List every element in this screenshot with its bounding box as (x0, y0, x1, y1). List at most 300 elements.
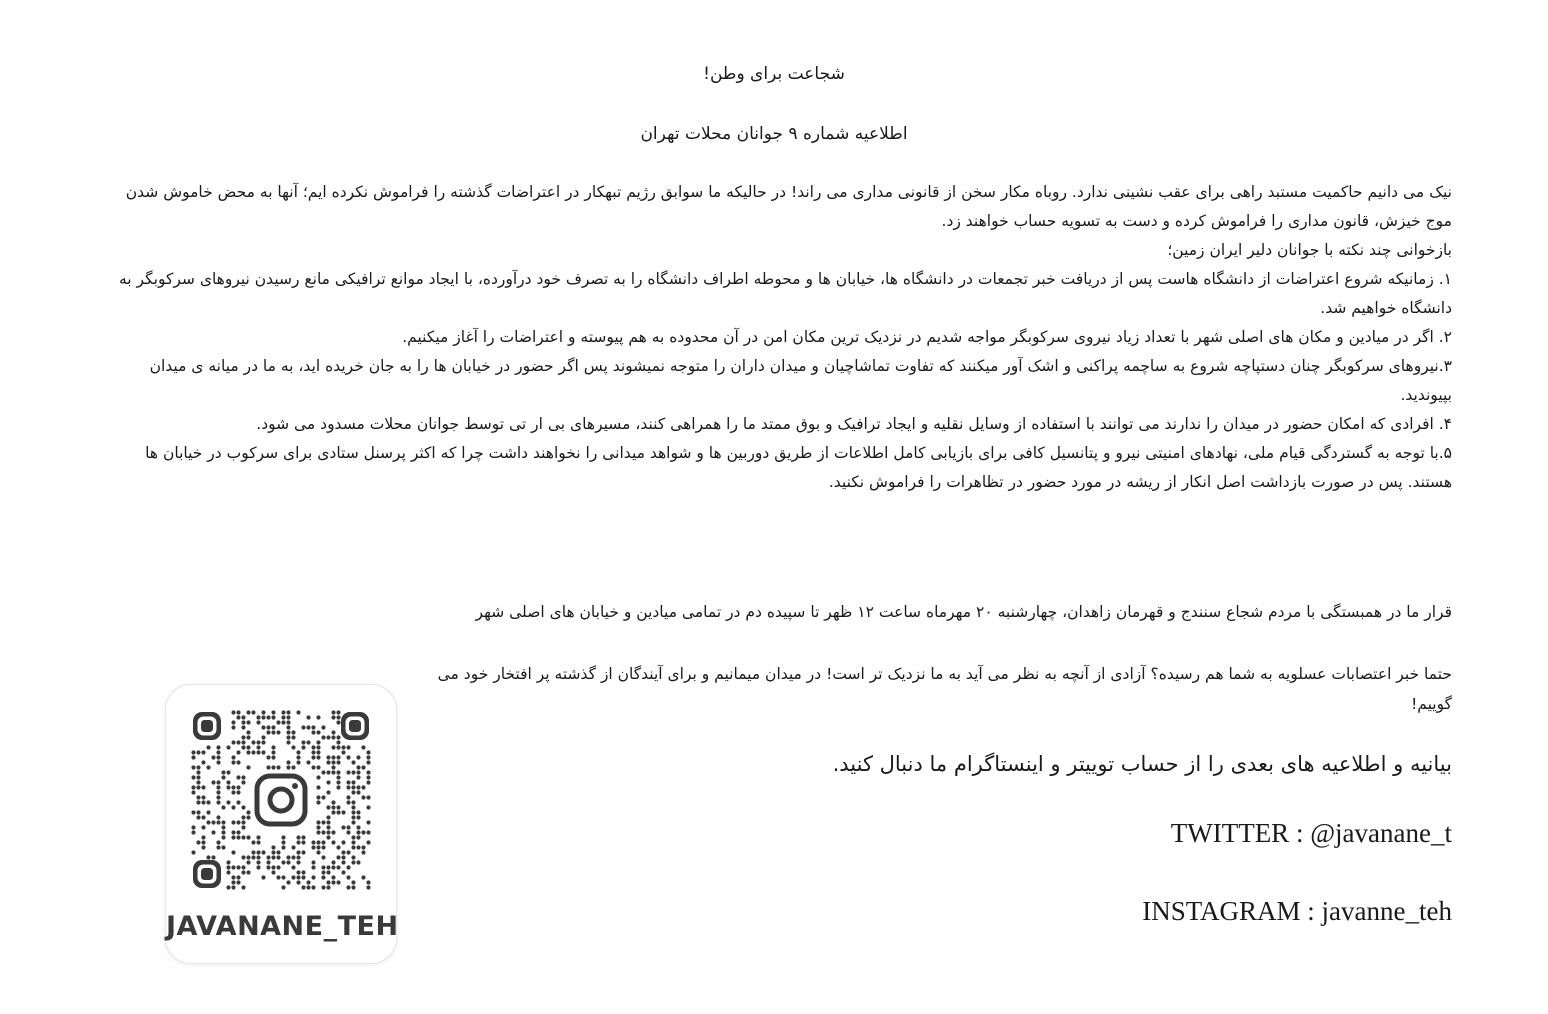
qr-module (336, 810, 340, 814)
qr-module (356, 835, 360, 839)
asaluyeh-paragraph: حتما خبر اعتصابات عسلویه به شما هم رسیده؟ آزادی از آنچه به نظر می آید به ما نزدیک تر است! در میدان میمانیم و برای آیندگان از گذشته پر افتخار خود می گوییم! (437, 665, 1452, 713)
qr-module (306, 760, 310, 764)
qr-module (326, 825, 330, 829)
qr-module (246, 870, 250, 874)
qr-module (211, 755, 215, 759)
qr-module (231, 785, 235, 789)
qr-module (256, 720, 260, 724)
qr-module (346, 885, 350, 889)
qr-module (301, 885, 305, 889)
qr-module (331, 840, 335, 844)
qr-module (361, 830, 365, 834)
qr-module (251, 750, 255, 754)
qr-module (336, 740, 340, 744)
qr-module (276, 875, 280, 879)
qr-module (291, 875, 295, 879)
qr-module (221, 805, 225, 809)
qr-module (331, 875, 335, 879)
qr-module (216, 785, 220, 789)
qr-module (306, 725, 310, 729)
qr-module (351, 885, 355, 889)
qr-module (196, 815, 200, 819)
qr-module (361, 795, 365, 799)
qr-module (346, 825, 350, 829)
qr-module (366, 770, 370, 774)
point-1: ۱. زمانیکه شروع اعتراضات از دانشگاه هاست پس از دریافت خبر تجمعات در دانشگاه ها، خیابان ها و محوطه اطراف دانشگاه را به تصرف خود درآورده، با ایجاد موانع ترافیکی مانع رسیدن نیروهای سرکوبگر به دانشگاه خواهیم شد. (118, 270, 1452, 317)
qr-module (286, 765, 290, 769)
qr-module (351, 800, 355, 804)
qr-module (216, 780, 220, 784)
qr-module (316, 750, 320, 754)
qr-module (231, 835, 235, 839)
qr-module (316, 845, 320, 849)
qr-module (281, 710, 285, 714)
qr-module (331, 745, 335, 749)
qr-module (236, 800, 240, 804)
qr-module (251, 740, 255, 744)
qr-module (291, 855, 295, 859)
qr-module (296, 860, 300, 864)
qr-module (366, 805, 370, 809)
qr-module (326, 870, 330, 874)
qr-module (331, 770, 335, 774)
qr-module (246, 720, 250, 724)
qr-module (231, 755, 235, 759)
qr-module (266, 715, 270, 719)
qr-module (231, 790, 235, 794)
qr-module (241, 820, 245, 824)
qr-module (286, 760, 290, 764)
qr-module (296, 850, 300, 854)
qr-module (326, 770, 330, 774)
qr-module (256, 865, 260, 869)
point-3: ۳.نیروهای سرکوبگر چنان دستپاچه شروع به ساچمه پراکنی و اشک آور میکنند که تفاوت تماشاچیان و میدان داران را متوجه نمیشوند پس اگر حضور در خیابان ها را به جان خریده اید، به ما در میانه ی میدان بپیوندید. (149, 357, 1452, 404)
qr-module (241, 870, 245, 874)
qr-module (321, 735, 325, 739)
qr-module (261, 750, 265, 754)
qr-module (236, 740, 240, 744)
qr-module (221, 835, 225, 839)
qr-module (366, 775, 370, 779)
qr-module (236, 880, 240, 884)
qr-module (296, 855, 300, 859)
qr-module (256, 850, 260, 854)
qr-module (361, 785, 365, 789)
qr-module (316, 715, 320, 719)
qr-module (231, 865, 235, 869)
qr-module (316, 730, 320, 734)
qr-module (246, 810, 250, 814)
twitter-handle: TWITTER : @javanane_t (1170, 818, 1452, 848)
qr-module (281, 860, 285, 864)
qr-module (201, 835, 205, 839)
qr-module (316, 830, 320, 834)
qr-module (241, 855, 245, 859)
qr-module (341, 870, 345, 874)
follow-instruction: بیانیه و اطلاعیه های بعدی را از حساب توییتر و اینستاگرام ما دنبال کنید. (832, 752, 1452, 776)
qr-module (261, 740, 265, 744)
qr-module (191, 830, 195, 834)
qr-module (226, 770, 230, 774)
qr-module (316, 775, 320, 779)
qr-module (296, 755, 300, 759)
qr-module (226, 870, 230, 874)
qr-module (346, 785, 350, 789)
instagram-qr-card[interactable] (165, 684, 397, 964)
qr-module (336, 805, 340, 809)
qr-module (356, 755, 360, 759)
qr-module (201, 760, 205, 764)
qr-module (216, 790, 220, 794)
qr-module (311, 765, 315, 769)
qr-module (231, 725, 235, 729)
point-2: ۲. اگر در میادین و مکان های اصلی شهر با تعداد زیاد نیروی سرکوبگر مواجه شدیم در نزدیک ترین مکان امن در آن محدوده به هم پیوسته و اعتراضات را آغاز میکنیم. (402, 328, 1452, 346)
qr-module (311, 755, 315, 759)
slogan-heading: شجاعت برای وطن! (703, 64, 845, 84)
qr-module (231, 875, 235, 879)
qr-module (326, 830, 330, 834)
qr-module (201, 785, 205, 789)
qr-module (351, 770, 355, 774)
qr-module (266, 765, 270, 769)
qr-module (206, 765, 210, 769)
qr-module (326, 805, 330, 809)
qr-module (336, 865, 340, 869)
qr-module (191, 785, 195, 789)
qr-module (291, 765, 295, 769)
qr-module (311, 725, 315, 729)
qr-module (351, 845, 355, 849)
qr-module (246, 730, 250, 734)
qr-module (256, 745, 260, 749)
qr-module (286, 720, 290, 724)
qr-module (336, 710, 340, 714)
qr-module (351, 780, 355, 784)
qr-module (271, 765, 275, 769)
qr-module (201, 825, 205, 829)
qr-module (286, 715, 290, 719)
qr-module (241, 740, 245, 744)
qr-module (206, 745, 210, 749)
qr-module (246, 710, 250, 714)
qr-module (296, 835, 300, 839)
qr-module (341, 745, 345, 749)
qr-module (281, 835, 285, 839)
qr-module (241, 835, 245, 839)
qr-module (221, 825, 225, 829)
qr-module (241, 805, 245, 809)
qr-module (261, 725, 265, 729)
qr-module (231, 805, 235, 809)
qr-module (196, 800, 200, 804)
qr-module (321, 820, 325, 824)
qr-module (271, 850, 275, 854)
qr-module (226, 865, 230, 869)
qr-module (191, 755, 195, 759)
qr-module (191, 825, 195, 829)
qr-module (216, 760, 220, 764)
qr-module (356, 785, 360, 789)
qr-module (266, 860, 270, 864)
qr-module (321, 725, 325, 729)
qr-module (341, 860, 345, 864)
qr-module (306, 740, 310, 744)
qr-module (326, 835, 330, 839)
qr-module (256, 855, 260, 859)
qr-module (306, 880, 310, 884)
qr-module (191, 775, 195, 779)
qr-module (291, 865, 295, 869)
qr-module (326, 735, 330, 739)
qr-module (366, 830, 370, 834)
qr-module (216, 745, 220, 749)
qr-module (346, 865, 350, 869)
qr-module (311, 730, 315, 734)
qr-module (246, 750, 250, 754)
qr-module (331, 755, 335, 759)
qr-module (346, 745, 350, 749)
qr-finder-top-right (341, 712, 369, 740)
qr-module (266, 730, 270, 734)
qr-module (351, 790, 355, 794)
qr-module (356, 770, 360, 774)
qr-module (226, 800, 230, 804)
qr-module (251, 840, 255, 844)
qr-module (271, 745, 275, 749)
qr-module (271, 725, 275, 729)
qr-module (366, 780, 370, 784)
qr-module (296, 880, 300, 884)
qr-module (236, 785, 240, 789)
qr-module (336, 720, 340, 724)
qr-module (191, 750, 195, 754)
qr-module (316, 740, 320, 744)
instagram-icon (253, 772, 309, 828)
qr-module (316, 785, 320, 789)
qr-module (326, 815, 330, 819)
qr-module (276, 865, 280, 869)
qr-module (301, 740, 305, 744)
qr-module (331, 810, 335, 814)
qr-module (211, 830, 215, 834)
qr-module (256, 715, 260, 719)
qr-module (201, 845, 205, 849)
qr-module (246, 835, 250, 839)
qr-module (366, 840, 370, 844)
qr-module (331, 730, 335, 734)
qr-module (236, 875, 240, 879)
qr-module (276, 720, 280, 724)
qr-module (231, 880, 235, 884)
qr-module (356, 775, 360, 779)
qr-module (251, 855, 255, 859)
qr-module (316, 820, 320, 824)
qr-module (236, 830, 240, 834)
qr-module (331, 865, 335, 869)
qr-module (261, 875, 265, 879)
qr-module (231, 850, 235, 854)
qr-module (271, 730, 275, 734)
announcement-title: اطلاعیه شماره ۹ جوانان محلات تهران (640, 124, 908, 144)
qr-module (331, 735, 335, 739)
qr-module (211, 820, 215, 824)
instagram-handle: INSTAGRAM : javanne_teh (1142, 896, 1452, 926)
qr-module (246, 735, 250, 739)
qr-module (326, 885, 330, 889)
qr-module (256, 740, 260, 744)
qr-module (231, 820, 235, 824)
qr-module (236, 820, 240, 824)
qr-module (316, 745, 320, 749)
qr-module (321, 870, 325, 874)
qr-module (241, 825, 245, 829)
qr-module (321, 770, 325, 774)
qr-module (271, 750, 275, 754)
qr-module (356, 830, 360, 834)
qr-module (246, 745, 250, 749)
qr-code[interactable] (191, 710, 371, 890)
qr-module (216, 845, 220, 849)
qr-module (341, 850, 345, 854)
qr-module (271, 755, 275, 759)
qr-module (346, 830, 350, 834)
qr-module (281, 875, 285, 879)
qr-module (316, 765, 320, 769)
qr-module (256, 860, 260, 864)
qr-module (341, 750, 345, 754)
qr-module (276, 730, 280, 734)
qr-module (301, 850, 305, 854)
qr-module (351, 835, 355, 839)
qr-module (336, 775, 340, 779)
qr-module (246, 860, 250, 864)
qr-module (216, 750, 220, 754)
qr-module (326, 760, 330, 764)
qr-module (236, 835, 240, 839)
qr-module (281, 840, 285, 844)
qr-module (226, 785, 230, 789)
qr-module (246, 855, 250, 859)
qr-module (266, 855, 270, 859)
qr-module (276, 855, 280, 859)
qr-module (276, 850, 280, 854)
qr-module (346, 770, 350, 774)
qr-module (266, 865, 270, 869)
qr-module (236, 750, 240, 754)
qr-module (331, 860, 335, 864)
qr-module (336, 760, 340, 764)
qr-module (361, 765, 365, 769)
qr-module (196, 775, 200, 779)
qr-module (316, 825, 320, 829)
qr-module (241, 815, 245, 819)
qr-module (286, 710, 290, 714)
qr-module (251, 850, 255, 854)
qr-module (201, 815, 205, 819)
qr-module (351, 810, 355, 814)
qr-module (236, 865, 240, 869)
qr-module (356, 815, 360, 819)
qr-module (321, 830, 325, 834)
qr-module (296, 870, 300, 874)
qr-module (286, 740, 290, 744)
point-4: ۴. افرادی که امکان حضور در میدان را ندارند می توانند با استفاده از وسایل نقلیه و ایجاد ترافیک و بوق ممتد ما را همراهی کنند، مسیرهای بی ار تی توسط جوانان محلات مسدود می شود. (256, 415, 1452, 433)
qr-module (296, 750, 300, 754)
qr-module (291, 735, 295, 739)
qr-module (256, 750, 260, 754)
qr-module (331, 830, 335, 834)
qr-handle-label: JAVANANE_TEH (166, 911, 399, 942)
qr-module (336, 780, 340, 784)
qr-module (201, 795, 205, 799)
qr-module (311, 860, 315, 864)
qr-module (311, 750, 315, 754)
qr-finder-top-left (193, 712, 221, 740)
qr-module (196, 810, 200, 814)
qr-module (291, 845, 295, 849)
qr-module (346, 780, 350, 784)
qr-module (331, 805, 335, 809)
qr-module (236, 775, 240, 779)
qr-module (331, 765, 335, 769)
qr-module (316, 800, 320, 804)
qr-module (316, 795, 320, 799)
qr-module (241, 725, 245, 729)
qr-module (216, 815, 220, 819)
qr-module (321, 885, 325, 889)
qr-module (241, 775, 245, 779)
qr-module (366, 820, 370, 824)
qr-module (311, 885, 315, 889)
qr-module (296, 710, 300, 714)
qr-module (271, 870, 275, 874)
qr-module (241, 715, 245, 719)
qr-module (236, 710, 240, 714)
qr-module (351, 860, 355, 864)
qr-module (321, 845, 325, 849)
qr-module (291, 745, 295, 749)
qr-module (231, 720, 235, 724)
qr-module (341, 855, 345, 859)
qr-module (316, 840, 320, 844)
qr-module (331, 760, 335, 764)
qr-module (311, 845, 315, 849)
announcement-body (100, 178, 1452, 497)
qr-module (286, 855, 290, 859)
qr-module (361, 845, 365, 849)
qr-module (231, 710, 235, 714)
qr-module (351, 815, 355, 819)
qr-module (336, 745, 340, 749)
qr-module (231, 885, 235, 889)
qr-module (291, 730, 295, 734)
qr-module (336, 755, 340, 759)
qr-module (286, 860, 290, 864)
point-5: ۵.با توجه به گستردگی قیام ملی، نهادهای امنیتی نیرو و پتانسیل کافی برای بازیابی کامل اطلاعات از طریق دوربین ها و شواهد میدانی را نخواهند داشت چرا که اکثر پرسنل ستادی برای سرکوب در خیابان ها هستند. پس در صورت بازداشت اصل انکار از ریشه در مورد حضور در تظاهرات را فراموش نکنید. (145, 444, 1452, 491)
qr-module (196, 770, 200, 774)
qr-module (346, 875, 350, 879)
qr-module (326, 790, 330, 794)
qr-module (226, 745, 230, 749)
qr-module (206, 820, 210, 824)
qr-module (271, 855, 275, 859)
qr-module (226, 780, 230, 784)
qr-module (326, 865, 330, 869)
points-intro: بازخوانی چند نکته با جوانان دلیر ایران زمین؛ (1167, 241, 1452, 259)
qr-module (366, 795, 370, 799)
qr-module (321, 865, 325, 869)
qr-module (296, 875, 300, 879)
